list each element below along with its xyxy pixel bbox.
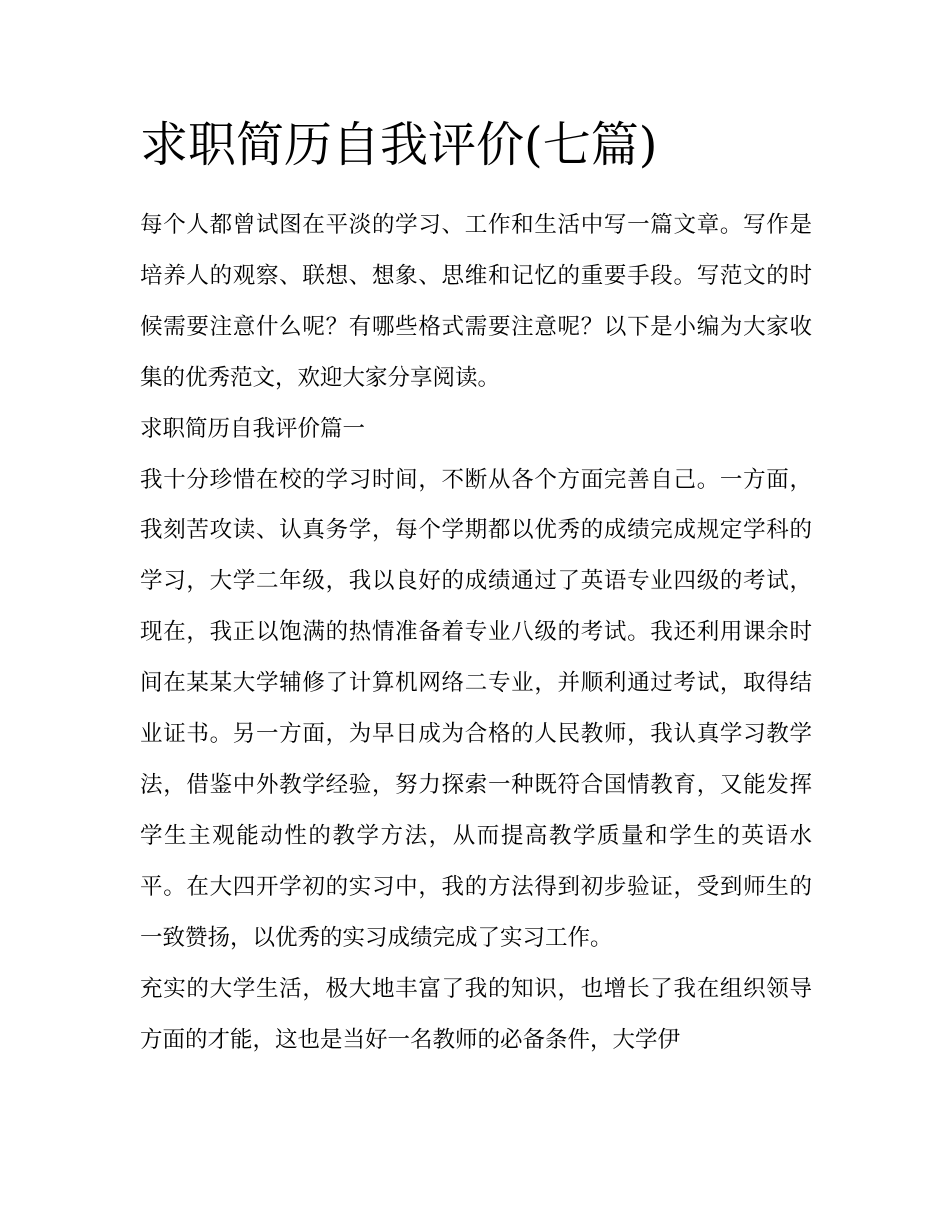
body-paragraph-2: 充实的大学生活，极大地丰富了我的知识，也增长了我在组织领导方面的才能，这也是当好一名教师的必备条件，大学伊 xyxy=(140,975,812,1053)
intro-paragraph: 每个人都曾试图在平淡的学习、工作和生活中写一篇文章。写作是培养人的观察、联想、想象、思维和记忆的重要手段。写范文的时候需要注意什么呢？有哪些格式需要注意呢？以下是小编为大家收集的优秀范文，欢迎大家分享阅读。 xyxy=(140,212,812,391)
body-paragraph-1: 我十分珍惜在校的学习时间，不断从各个方面完善自己。一方面，我刻苦攻读、认真务学，每个学期都以优秀的成绩完成规定学科的学习，大学二年级，我以良好的成绩通过了英语专业四级的考试，现在，我正以饱满的热情准备着专业八级的考试。我还利用课余时间在某某大学辅修了计算机网络二专业，并顺利通过考试，取得结业证书。另一方面，为早日成为合格的人民教师，我认真学习教学法，借鉴中外教学经验，努力探索一种既符合国情教育，又能发挥学生主观能动性的教学方法，从而提高教学质量和学生的英语水平。在大四开学初的实习中，我的方法得到初步验证，受到师生的一致赞扬，以优秀的实习成绩完成了实习工作。 xyxy=(140,466,812,951)
document-title: 求职简历自我评价(七篇) xyxy=(140,117,658,173)
document-body xyxy=(140,200,812,1065)
section-heading: 求职简历自我评价篇一 xyxy=(140,415,366,442)
